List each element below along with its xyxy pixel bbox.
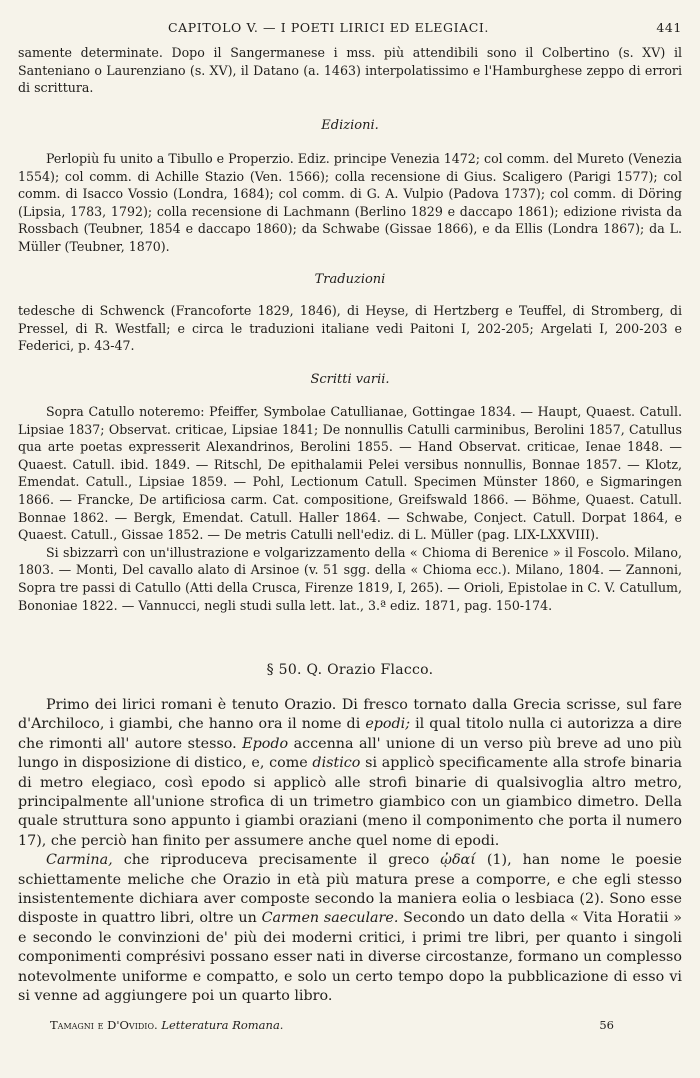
heading-scritti-varii: Scritti varii.: [310, 372, 390, 387]
term-epodi: epodi;: [365, 716, 411, 733]
term-carmina: Carmina,: [46, 852, 113, 869]
intro-text: samente determinate. Dopo il Sangermanese i mss. più attendibili sono il Colbertino (s. XV) il Santeniano o Laurenziano (s. XV), il Datano (a. 1463) interpolatissimo e l'Hamburghese zeppo di errori di scrittura.: [18, 45, 682, 96]
edizioni-text: Perlopiù fu unito a Tibullo e Properzio. Ediz. principe Venezia 1472; col comm. del Mureto (Venezia 1554); col comm. di Achille Stazio (Ven. 1566); colla recensione di Gius. Scaligero (Parigi 1577); col comm. di Isacco Vossio (Londra, 1684); col comm. di G. A. Vulpio (Padova 1737); col comm. di Döring (Lipsia, 1783, 1792); colla recensione di Lachmann (Berlino 1829 e daccapo 1861); edizione rivista da Rossbach (Teubner, 1854 e daccapo 1860); da Schwabe (Gissae 1866), e da Ellis (Londra 1867); da L. Müller (Teubner, 1870).: [18, 151, 682, 254]
scritti-paragraphs: [18, 403, 682, 614]
body-paragraph-2: [18, 851, 682, 1006]
edizioni-paragraph: [18, 150, 682, 256]
body-p2-text-d: (1), han nome le poesie schiettamente meliche che Orazio in età più matura prese a comporre, e che egli stesso insistentemente dichiara aver composte secondo la maniera eolia o lesbiaca (2). Sono esse disposte in quattro libri, oltre un: [18, 852, 682, 927]
traduzioni-text: tedesche di Schwenck (Francoforte 1829, 1846), di Heyse, di Hertzberg e Teuffel, di Stromberg, di Pressel, di R. Westfall; e circa le traduzioni italiane vedi Paitoni I, 202-205; Argelati I, 200-203 e Federici, p. 43-47.: [18, 303, 682, 354]
greek-term: ᾠδαί: [440, 852, 476, 869]
body-p1-text-e: accenna all' unione di un verso più breve ad uno più lungo in disposizione di distico, e, come: [18, 735, 683, 772]
body-p1-text-c: il qual titolo nulla ci autorizza a dire che rimonti all' autore stesso.: [18, 716, 682, 752]
term-carmen-saeculare: Carmen saeculare.: [261, 910, 399, 927]
signature-mark: 56: [599, 1018, 614, 1032]
scritti-text-2: Si sbizzarrì con un'illustrazione e volgarizzamento della « Chioma di Berenice » il Foscolo. Milano, 1803. — Monti, Del cavallo alato di Arsinoe (v. 51 sgg. della « Chioma ecc.). Milano, 1804. — Zannoni, Sopra tre passi di Catullo (Atti della Crusca, Firenze 1819, I, 265). — Orioli, Epistolae in C. V. Catullum, Bononiae 1822. — Vannucci, negli studi sulla lett. lat., 3.ª ediz. 1871, pag. 150-174.: [18, 544, 682, 613]
running-header: [18, 20, 682, 40]
chapter-title: CAPITOLO V. — I POETI LIRICI ED ELEGIACI.: [168, 20, 490, 35]
footer-book-title: Letteratura Romana.: [161, 1018, 284, 1032]
body-p1-text-g: si applicò specificamente alla strofe binaria di metro elegiaco, così epodo si applicò alle strofi binarie di qualsivoglia altro metro, principalmente all'unione strofica di un trimetro giambico con un giambico dimetro. Della quale struttura sono appunto i giambi oraziani (meno il componimento che porta il numero 17), che perciò han finito per assumere anche quel nome di epodi.: [18, 755, 682, 849]
heading-edizioni: Edizioni.: [321, 118, 379, 133]
footer-authors: Tamagni e D'Ovidio.: [50, 1018, 158, 1032]
intro-paragraph: [18, 44, 682, 97]
body-p1-text-a: Primo dei lirici romani è tenuto Orazio. Di fresco tornato dalla Grecia scrisse, sul fare d'Archiloco, i giambi, che hanno ora il nome di: [18, 697, 682, 733]
page-number: 441: [656, 20, 682, 35]
main-body: [18, 696, 682, 1007]
scritti-text-1: Sopra Catullo noteremo: Pfeiffer, Symbolae Catullianae, Gottingae 1834. — Haupt, Quaest. Catull. Lipsiae 1837; Observat. criticae, Lipsiae 1841; De nonnullis Catulli carminibus, Berolini 1857, Catullus qua arte poetas expresserit Alexandrinos, Berolini 1855. — Hand Observat. criticae, Ienae 1848. — Quaest. Catull. ibid. 1849. — Ritschl, De epithalamii Pelei versibus nonnullis, Bonnae 1857. — Klotz, Emendat. Catull., Lipsiae 1859. — Pohl, Lectionum Catull. Specimen Münster 1860, e Sigmaringen 1866. — Francke, De artificiosa carm. Cat. compositione, Greifswald 1866. — Böhme, Quaest. Catull. Bonnae 1862. — Bergk, Emendat. Catull. Haller 1864. — Schwabe, Conject. Catull. Dorpat 1864, e Quaest. Catull., Gissae 1852. — De metris Catulli nell'ediz. di L. Müller (pag. LIX-LXXVIII).: [18, 404, 682, 543]
traduzioni-paragraph: [18, 302, 682, 355]
term-epodo: Epodo: [242, 735, 289, 752]
term-distico: distico: [312, 755, 361, 772]
footer: [50, 1018, 614, 1032]
body-paragraph-1: [18, 696, 682, 851]
body-p2-text-f: Secondo un dato della « Vita Horatii » e secondo le convinzioni de' più dei moderni critici, i primi tre libri, per quanto i singoli componimenti comprésivi possano esser nati in diverse circostanze, formano un complesso notevolmente uniforme e compatto, e solo un certo tempo dopo la pubblicazione di esso vi si venne ad aggiungere poi un quarto libro.: [18, 910, 683, 1005]
body-p2-text-b: che riproduceva precisamente il greco: [112, 852, 441, 869]
heading-traduzioni: Traduzioni: [314, 272, 386, 287]
section-heading-orazio: § 50. Q. Orazio Flacco.: [266, 662, 434, 678]
